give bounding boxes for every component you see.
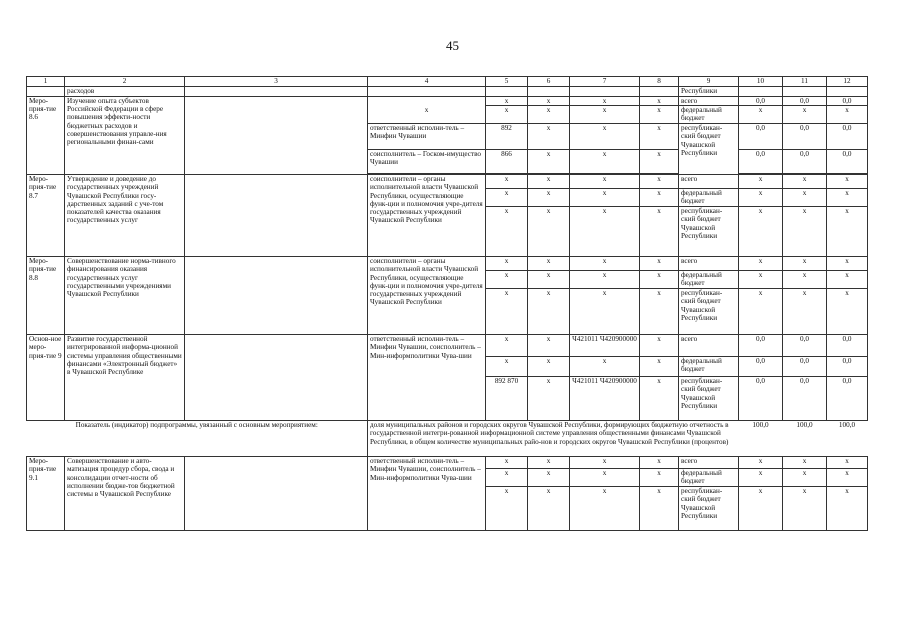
header-cell: 7	[570, 77, 640, 87]
cell-x: x	[640, 189, 679, 207]
cell-x: x	[528, 189, 570, 207]
cell-x: x	[570, 175, 640, 189]
cell-x: x	[486, 271, 528, 289]
cell-value: 0,0	[739, 335, 783, 357]
header-cell: 12	[827, 77, 868, 87]
cell-value: 0,0	[739, 357, 783, 377]
cell-x: x	[827, 106, 868, 124]
indicator-value: 100,0	[783, 421, 827, 457]
cell-id: Меро-прия-тие 8.6	[27, 97, 65, 175]
cell-x: x	[827, 175, 868, 189]
cell-value: 0,0	[783, 150, 827, 174]
cell-name: Развитие государственной интегрированной информа-ционной системы управления общественными финансами «Электронный бюджет» в Чувашской Республике	[65, 335, 185, 421]
cell-x: x	[783, 457, 827, 469]
cell-x: x	[783, 469, 827, 487]
cell-source: республикан-ский бюджет Чувашской Республики	[679, 207, 739, 257]
cell-x: x	[783, 271, 827, 289]
cell-x: x	[486, 469, 528, 487]
cell-x: x	[570, 271, 640, 289]
table-row	[27, 335, 868, 357]
cell-x: x	[528, 335, 570, 357]
cell-x: x	[528, 289, 570, 335]
cell-x: x	[528, 257, 570, 271]
cell-value: 0,0	[783, 377, 827, 421]
cell-x: x	[368, 97, 486, 124]
cell-value: 0,0	[739, 150, 783, 174]
cell-source: всего	[679, 335, 739, 357]
cell-x: x	[827, 257, 868, 271]
header-cell: 2	[65, 77, 185, 87]
table-row	[27, 97, 868, 106]
cell-x: x	[570, 106, 640, 124]
cell-responsible: соисполнитель – Госком-имущество Чувашии	[368, 150, 486, 174]
cell-x: x	[486, 289, 528, 335]
cell-x: x	[528, 207, 570, 257]
cell-x: x	[570, 457, 640, 469]
header-cell: 1	[27, 77, 65, 87]
cell-x: x	[640, 457, 679, 469]
cell-id: Меро-прия-тие 8.8	[27, 257, 65, 335]
cell-x: x	[570, 189, 640, 207]
cell-x: x	[528, 175, 570, 189]
cell-x: x	[528, 124, 570, 150]
header-cell: 3	[185, 77, 368, 87]
cell-source: Республики	[679, 87, 739, 97]
cell-id: Меро-прия-тие 8.7	[27, 175, 65, 257]
cell-x: x	[570, 487, 640, 531]
cell-responsible: ответственный исполни-тель – Минфин Чувашии, соисполнитель – Мин-информполитики Чува-шии	[368, 335, 486, 421]
table-row	[27, 257, 868, 271]
cell-source: республикан-ский бюджет Чувашской Республики	[679, 289, 739, 335]
cell-x: x	[528, 271, 570, 289]
cell-value: 0,0	[783, 335, 827, 357]
cell-x: x	[640, 150, 679, 174]
cell-x: x	[570, 97, 640, 106]
cell-x: x	[570, 124, 640, 150]
cell-x: x	[640, 175, 679, 189]
table-row	[27, 87, 868, 97]
cell-x: x	[640, 469, 679, 487]
cell-x: x	[486, 457, 528, 469]
cell-name: Совершенствование и авто-матизация процедур сбора, свода и консолидации отчет-ности об исполнении бюдже-тов бюджетной системы в Чувашской Республике	[65, 457, 185, 531]
cell-grbs: 892	[486, 124, 528, 150]
cell-responsible: ответственный исполни-тель – Минфин Чувашии	[368, 124, 486, 150]
indicator-label: Показатель (индикатор) подпрограммы, увязанный с основным мероприятием:	[27, 421, 368, 457]
cell-value: 0,0	[827, 377, 868, 421]
cell-source: республикан-ский бюджет Чувашской Республики	[679, 124, 739, 175]
cell-id: Меро-прия-тие 9.1	[27, 457, 65, 531]
cell-x: x	[486, 97, 528, 106]
cell-x: x	[827, 271, 868, 289]
cell-value: 0,0	[783, 97, 827, 106]
cell-x: x	[783, 106, 827, 124]
cell-x: x	[827, 289, 868, 335]
cell-name: Утверждение и доведение до государственных учреждений Чувашской Республики госу-дарственных заданий с уче-том показателей качества оказания государственных услуг	[65, 175, 185, 257]
cell-value: 0,0	[827, 97, 868, 106]
cell-name: расходов	[65, 87, 185, 97]
indicator-value: 100,0	[739, 421, 783, 457]
table-row	[27, 457, 868, 469]
cell-x: x	[640, 257, 679, 271]
cell-id: Основ-ное меро-прия-тие 9	[27, 335, 65, 421]
cell-x: x	[783, 289, 827, 335]
cell-name: Совершенствование норма-тивного финансирования оказания государственных услуг государственными учреждениями Чувашской Республики	[65, 257, 185, 335]
cell-source: республикан-ский бюджет Чувашской Республики	[679, 487, 739, 531]
cell-x: x	[640, 106, 679, 124]
cell-x: x	[827, 207, 868, 257]
cell-responsible: соисполнители – органы исполнительной власти Чувашской Республики, осуществляющие функ-ции и полномочия учре-дителя государственных учреждений Чувашской Республики	[368, 257, 486, 335]
cell-x: x	[739, 257, 783, 271]
cell-csr: Ч421011 Ч420900000	[570, 335, 640, 357]
header-row	[27, 77, 868, 87]
page-number: 45	[446, 38, 459, 53]
cell-x: x	[486, 487, 528, 531]
cell-x: x	[640, 97, 679, 106]
cell-x: x	[827, 469, 868, 487]
cell-source: федеральный бюджет	[679, 469, 739, 487]
cell-x: x	[827, 487, 868, 531]
cell-x: x	[783, 175, 827, 189]
cell-csr: Ч421011 Ч420900000	[570, 377, 640, 421]
cell-x: x	[783, 257, 827, 271]
cell-source: федеральный бюджет	[679, 189, 739, 207]
cell-x: x	[570, 289, 640, 335]
cell-x: x	[486, 106, 528, 124]
cell-x: x	[528, 150, 570, 174]
header-cell: 10	[739, 77, 783, 87]
cell-x: x	[528, 377, 570, 421]
header-cell: 8	[640, 77, 679, 87]
cell-x: x	[640, 377, 679, 421]
cell-grbs: 866	[486, 150, 528, 174]
header-cell: 5	[486, 77, 528, 87]
cell-x: x	[739, 271, 783, 289]
cell-source: федеральный бюджет	[679, 106, 739, 124]
cell-source: федеральный бюджет	[679, 357, 739, 377]
cell-source: республикан-ский бюджет Чувашской Республики	[679, 377, 739, 421]
indicator-row	[27, 421, 868, 457]
cell-x: x	[640, 207, 679, 257]
budget-table	[26, 76, 868, 531]
cell-x: x	[739, 207, 783, 257]
cell-x: x	[783, 189, 827, 207]
cell-x: x	[528, 97, 570, 106]
cell-value: 0,0	[783, 357, 827, 377]
cell-x: x	[486, 335, 528, 357]
cell-value: 0,0	[739, 124, 783, 150]
cell-x: x	[783, 487, 827, 531]
cell-source: всего	[679, 97, 739, 106]
cell-x: x	[640, 357, 679, 377]
cell-x: x	[486, 189, 528, 207]
cell-x: x	[739, 289, 783, 335]
cell-responsible: соисполнители – органы исполнительной власти Чувашской Республики, осуществляющие функ-ции и полномочия учре-дителя государственных учреждений Чувашской Республики	[368, 175, 486, 257]
cell-value: 0,0	[783, 124, 827, 150]
cell-x: x	[570, 150, 640, 174]
cell-x: x	[783, 207, 827, 257]
cell-x: x	[739, 469, 783, 487]
cell-x: x	[640, 124, 679, 150]
cell-value: 0,0	[827, 357, 868, 377]
cell-x: x	[640, 335, 679, 357]
cell-source: всего	[679, 457, 739, 469]
cell-source: всего	[679, 175, 739, 189]
cell-x: x	[570, 257, 640, 271]
cell-x: x	[486, 357, 528, 377]
cell-x: x	[528, 487, 570, 531]
cell-x: x	[739, 175, 783, 189]
cell-name: Изучение опыта субъектов Российской Федерации в сфере повышения эффекти-ности бюджетных расходов и совершенствования управле-ния региональными финан-сами	[65, 97, 185, 175]
cell-x: x	[640, 289, 679, 335]
cell-value: 0,0	[827, 335, 868, 357]
cell-x: x	[528, 106, 570, 124]
cell-x: x	[570, 469, 640, 487]
cell-x: x	[640, 271, 679, 289]
cell-x: x	[528, 357, 570, 377]
cell-x: x	[570, 207, 640, 257]
cell-x: x	[739, 457, 783, 469]
cell-x: x	[739, 487, 783, 531]
cell-x: x	[640, 487, 679, 531]
cell-grbs: 892 870	[486, 377, 528, 421]
cell-x: x	[528, 457, 570, 469]
table-row	[27, 175, 868, 189]
header-cell: 6	[528, 77, 570, 87]
cell-x: x	[486, 257, 528, 271]
cell-x: x	[739, 189, 783, 207]
indicator-value: 100,0	[827, 421, 868, 457]
cell-x: x	[528, 469, 570, 487]
cell-value: 0,0	[739, 97, 783, 106]
cell-value: 0,0	[827, 124, 868, 150]
cell-x: x	[570, 357, 640, 377]
header-cell: 11	[783, 77, 827, 87]
cell-responsible: ответственный исполни-тель – Минфин Чувашии, соисполнитель – Мин-информполитики Чува-шии	[368, 457, 486, 531]
cell-x: x	[486, 207, 528, 257]
header-cell: 4	[368, 77, 486, 87]
header-cell: 9	[679, 77, 739, 87]
indicator-text: доля муниципальных районов и городских округов Чувашской Республики, формирующих бюджетную отчетность в государственной интегри-рованной информационной системе управления общественными финансами Чувашской Республики, в общем количестве муниципальных райо-нов и городских округов Чувашской Республики (процентов)	[368, 421, 739, 457]
cell-x: x	[486, 175, 528, 189]
cell-x: x	[739, 106, 783, 124]
cell-x: x	[827, 189, 868, 207]
cell-source: федеральный бюджет	[679, 271, 739, 289]
cell-x: x	[827, 457, 868, 469]
cell-value: 0,0	[827, 150, 868, 174]
cell-value: 0,0	[739, 377, 783, 421]
cell-source: всего	[679, 257, 739, 271]
